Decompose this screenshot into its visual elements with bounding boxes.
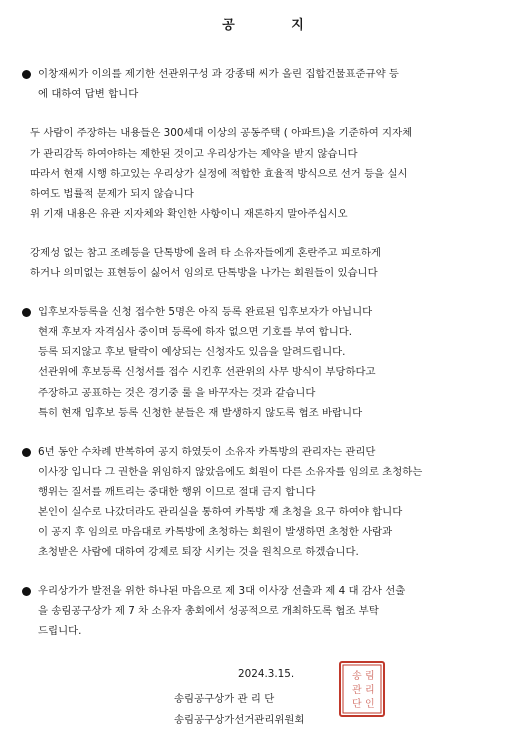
section-2-line-2: 현재 후보자 자격심사 중이며 등록에 하자 없으면 기호를 부여 합니다. [38, 326, 353, 338]
bullet-marker [22, 70, 31, 79]
section-3-line-3: 행위는 질서를 깨트리는 중대한 행위 이므로 절대 금지 합니다 [38, 486, 316, 498]
section-1-line-6: 따라서 현재 시행 하고있는 우리상가 실정에 적합한 효율적 방식으로 선거 등을 실시 [30, 168, 408, 180]
section-2-line-6: 특히 현재 입후보 등록 신청한 분들은 재 발생하지 않도록 협조 바랍니다 [38, 407, 363, 419]
notice-date: 2024.3.15. [238, 668, 295, 680]
section-2-line-5: 주장하고 공표하는 것은 경기중 룰 을 바꾸자는 것과 같습니다 [38, 387, 316, 399]
signatory-management: 송림공구상가 관 리 단 [174, 693, 275, 705]
svg-text:송: 송 [352, 671, 362, 682]
section-2-line-3: 등록 되지않고 후보 탈락이 예상되는 신청자도 있음을 알려드립니다. [38, 346, 346, 358]
section-1-line-2: 에 대하여 답변 합니다 [38, 88, 139, 100]
svg-text:림: 림 [365, 671, 375, 682]
section-1-line-11: 하거나 의미없는 표현등이 싫어서 임의로 단톡방을 나가는 회원들이 있습니다 [30, 267, 378, 279]
section-1-line-8: 위 기재 내용은 유관 지자체와 확인한 사항이니 재론하지 말아주십시오 [30, 208, 348, 220]
section-2-line-4: 선관위에 후보등록 신청서를 접수 시킨후 선관위의 사무 방식이 부당하다고 [38, 366, 376, 378]
notice-title: 공 지 [222, 18, 330, 33]
section-3-line-5: 이 공지 후 임의로 마음대로 카톡방에 초청하는 회원이 발생하면 초청한 사람과 [38, 526, 393, 538]
svg-text:리: 리 [365, 685, 375, 696]
section-1-line-5: 가 관리감독 하여야하는 제한된 것이고 우리상가는 제약을 받지 않습니다 [30, 148, 358, 160]
section-1-line-4: 두 사람이 주장하는 내용들은 300세대 이상의 공동주택 ( 아파트)을 기준하여 지자체 [30, 127, 413, 139]
bullet-marker [22, 587, 31, 596]
section-4-line-2: 을 송림공구상가 제 7 차 소유자 총회에서 성공적으로 개최하도록 협조 부탁 [38, 605, 379, 617]
section-4-line-3: 드립니다. [38, 625, 82, 637]
section-1-line-7: 하여도 법률적 문제가 되지 않습니다 [30, 188, 194, 200]
official-seal-icon [338, 660, 386, 718]
section-3-line-4: 본인이 실수로 나갔더라도 관리실을 통하여 카톡방 재 초청을 요구 하여야 합니다 [38, 506, 403, 518]
bullet-marker [22, 448, 31, 457]
svg-text:인: 인 [365, 699, 375, 710]
signatory-election-committee: 송림공구상가선거관리위원회 [174, 714, 305, 726]
bullet-marker [22, 308, 31, 317]
svg-text:단: 단 [352, 699, 362, 710]
section-4-line-1: 우리상가가 발전을 위한 하나된 마음으로 제 3대 이사장 선출과 제 4 대 감사 선출 [38, 585, 406, 597]
section-3-line-2: 이사장 입니다 그 권한을 위임하지 않았음에도 회원이 다른 소유자를 임의로 초청하는 [38, 466, 423, 478]
section-3-line-1: 6년 동안 수차례 반복하여 공지 하였듯이 소유자 카톡방의 관리자는 관리단 [38, 446, 376, 458]
section-3-line-6: 초청받은 사람에 대하여 강제로 퇴장 시키는 것을 원칙으로 하겠습니다. [38, 546, 359, 558]
section-1-line-1: 이창재씨가 이의를 제기한 선관위구성 과 강종태 씨가 올린 집합건물표준규약 등 [38, 68, 399, 80]
svg-text:관: 관 [352, 685, 362, 696]
section-2-line-1: 입후보자등록을 신청 접수한 5명은 아직 등록 완료된 입후보자가 아닙니다 [38, 306, 373, 318]
section-1-line-10: 강제성 없는 참고 조례등을 단톡방에 올려 타 소유자들에게 혼란주고 피로하게 [30, 247, 381, 259]
